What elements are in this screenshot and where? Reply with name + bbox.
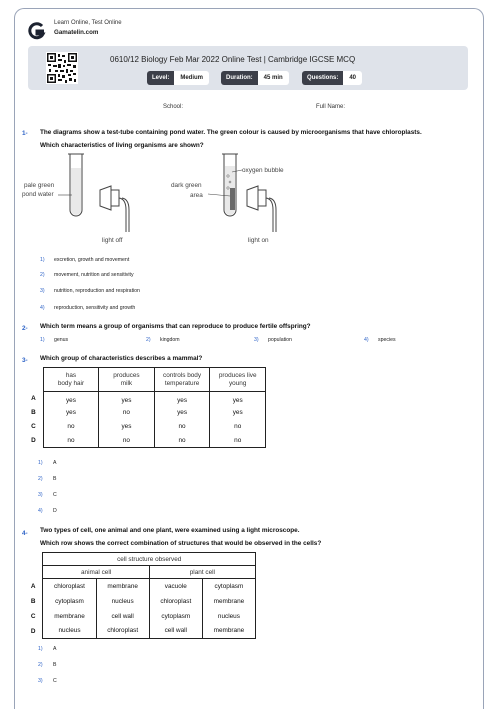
column-group-header: cell structure observed [43,553,256,566]
question-text: Which row shows the correct combination of structures that would be observed in the cells? [40,540,322,547]
option-number[interactable]: 2) [146,337,151,343]
option-number[interactable]: 1) [38,646,43,652]
test-title: 0610/12 Biology Feb Mar 2022 Online Test | Cambridge IGCSE MCQ [110,55,356,64]
qr-code-icon [46,52,78,84]
option-number[interactable]: 2) [38,662,43,668]
column-header: produces live young [210,368,266,392]
brand-site[interactable]: Gamatelin.com [54,29,99,36]
option-text[interactable]: excretion, growth and movement [54,257,130,263]
option-number[interactable]: 3) [38,678,43,684]
option-number[interactable]: 1) [40,257,45,263]
option-text[interactable]: reproduction, sensitivity and growth [54,305,136,311]
animal-cell-header: animal cell [43,566,149,579]
option-number[interactable]: 4) [40,305,45,311]
question-number: 3- [22,357,28,364]
table-row: B cytoplasm nucleus chloroplast membrane [24,594,256,609]
lamp-off-icon [100,186,129,232]
option-number[interactable]: 4) [364,337,369,343]
mammal-characteristics-table [24,367,266,448]
table-row: C no yes no no [24,420,266,434]
question-text: The diagrams show a test-tube containing pond water. The green colour is caused by microorganisms that have chloroplasts. [40,129,422,136]
option-text[interactable]: population [268,337,292,343]
option-text[interactable]: A [53,460,57,466]
light-on-label: light on [248,237,269,244]
question-number: 4- [22,530,28,537]
table-row: B yes no yes yes [24,406,266,420]
light-off-label: light off [102,237,123,244]
school-label: School: [163,104,184,110]
option-number[interactable]: 3) [38,492,43,498]
question-text: Which term means a group of organisms that can reproduce to produce fertile offspring? [40,323,311,330]
level-value: Medium [174,71,209,85]
table-header-row [24,368,266,392]
duration-value: 45 min [258,71,289,85]
duration-label: Duration: [221,71,258,85]
level-label: Level: [147,71,174,85]
brand-tagline: Learn Online, Test Online [54,20,122,26]
pond-water-label: pond water [22,191,54,198]
table-row: D nucleus chloroplast cell wall membrane [24,624,256,639]
table-row: C membrane cell wall cytoplasm nucleus [24,609,256,624]
table-header-row [24,566,256,579]
test-tube-diagram [18,152,338,248]
option-number[interactable]: 2) [40,272,45,278]
column-header: controls body temperature [154,368,210,392]
option-number[interactable]: 1) [40,337,45,343]
oxygen-bubble-label: oxygen bubble [242,167,284,174]
option-number[interactable]: 3) [40,288,45,294]
level-pill [147,71,209,85]
duration-pill [221,71,289,85]
table-row: D no no no no [24,434,266,448]
option-number[interactable]: 2) [38,476,43,482]
table-row: A chloroplast membrane vacuole cytoplasm [24,579,256,594]
option-text[interactable]: C [53,492,57,498]
question-text: Which characteristics of living organisms are shown? [40,142,204,149]
option-text[interactable]: B [53,476,57,482]
question-number: 1- [22,130,28,137]
pale-green-label: pale green [24,182,55,189]
option-number[interactable]: 1) [38,460,43,466]
question-number: 2- [22,325,28,332]
table-header-row [24,553,256,566]
dark-green-label: dark green [171,182,202,189]
lamp-on-icon [247,186,276,232]
column-header: has body hair [43,368,98,392]
option-text[interactable]: species [378,337,396,343]
option-text[interactable]: kingdom [160,337,180,343]
question-text: Which group of characteristics describes a mammal? [40,355,203,362]
questions-pill [302,71,362,85]
option-text[interactable]: genus [54,337,69,343]
option-text[interactable]: A [53,646,57,652]
gamatelin-logo-icon [28,22,46,40]
full-name-label: Full Name: [316,104,346,110]
column-header: produces milk [99,368,155,392]
option-text[interactable]: D [53,508,57,514]
option-number[interactable]: 3) [254,337,259,343]
questions-value: 40 [343,71,362,85]
questions-label: Questions: [302,71,343,85]
table-row: A yes yes yes yes [24,392,266,406]
option-text[interactable]: movement, nutrition and sensitivity [54,272,134,278]
question-text: Two types of cell, one animal and one plant, were examined using a light microscope. [40,527,300,534]
option-text[interactable]: nutrition, reproduction and respiration [54,288,140,294]
area-label: area [190,192,203,199]
option-number[interactable]: 4) [38,508,43,514]
plant-cell-header: plant cell [149,566,255,579]
option-text[interactable]: C [53,678,57,684]
option-text[interactable]: B [53,662,57,668]
cell-structure-table [24,552,256,639]
